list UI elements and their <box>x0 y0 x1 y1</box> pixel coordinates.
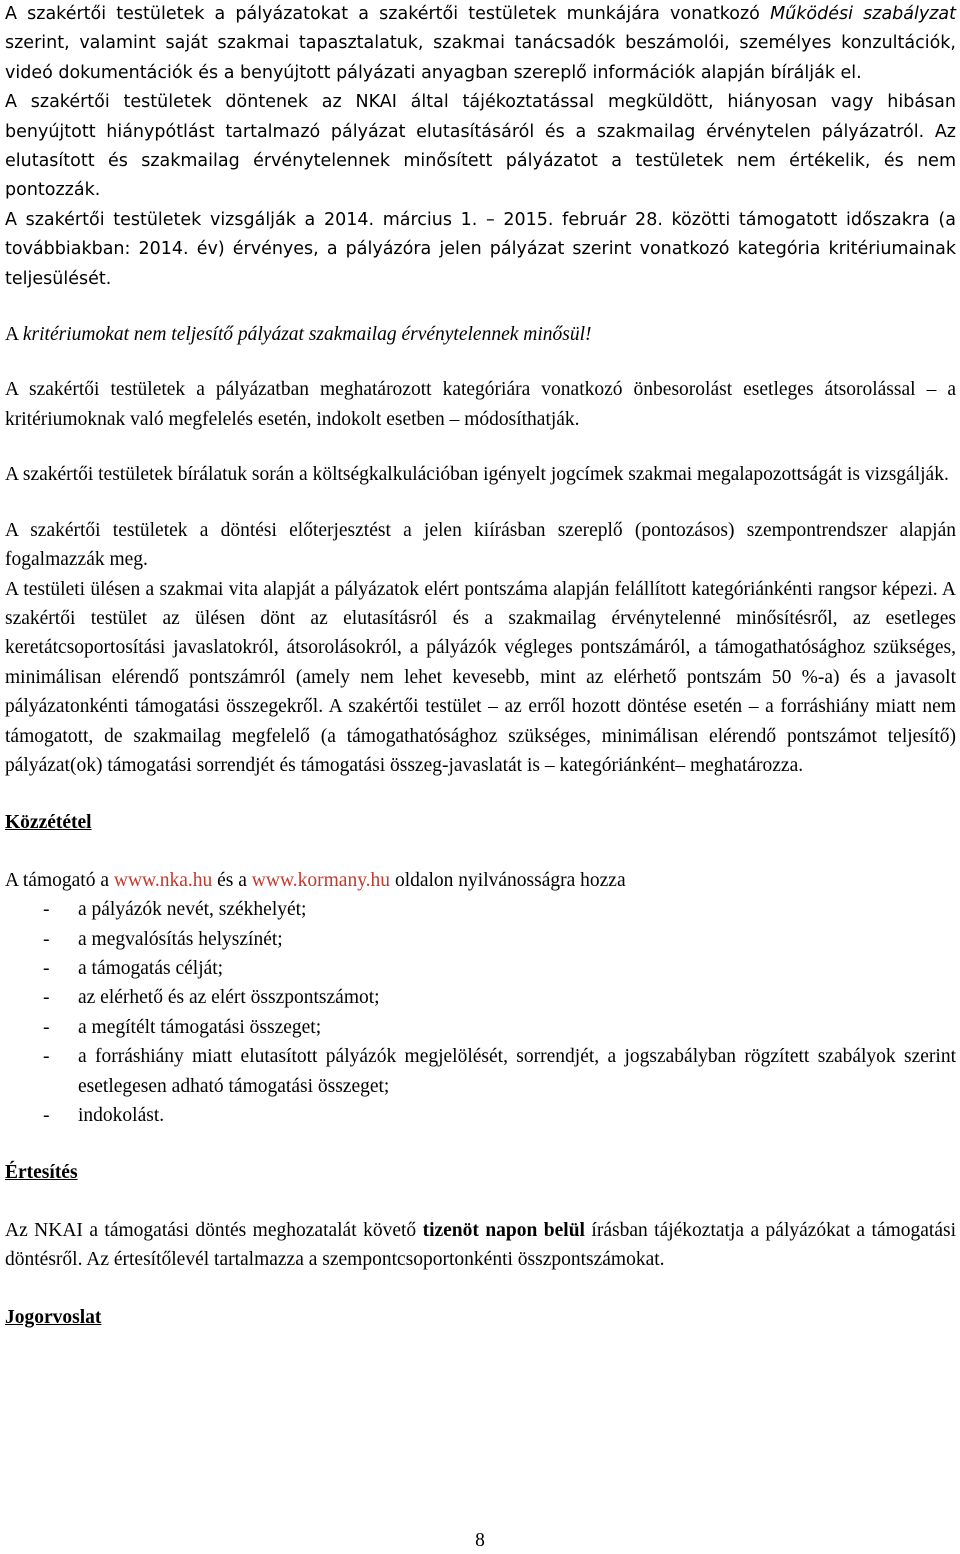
list-item-text: az elérhető és az elért összpontszámot; <box>78 987 380 1009</box>
paragraph-proposal: A szakértői testületek a döntési előterjesztést a jelen kiírásban szereplő (pontozásos) szempontrendszer alapján fogalmazzák meg. <box>5 519 956 571</box>
paragraph-publication-intro <box>5 866 956 895</box>
heading-ertesites: Értesítés <box>5 1162 78 1184</box>
list-item-text: a támogatás célját; <box>78 957 224 979</box>
text-run: A támogató a <box>5 869 114 891</box>
list-item <box>5 925 956 954</box>
text-run: és a <box>212 869 252 891</box>
list-item-text: indokolást. <box>78 1105 165 1126</box>
publication-list <box>5 895 956 1130</box>
list-item <box>5 954 956 983</box>
list-item <box>5 1101 956 1130</box>
dash-bullet: - <box>43 987 50 1009</box>
page-number: 8 <box>475 1530 485 1551</box>
list-item-text: a megvalósítás helyszínét; <box>78 928 283 950</box>
heading-kozzetetel: Közzététel <box>5 812 92 834</box>
paragraph-evaluation-basis <box>5 0 956 88</box>
list-item <box>5 895 956 924</box>
dash-bullet: - <box>43 1046 50 1068</box>
list-item <box>5 1013 956 1042</box>
text-run: oldalon nyilvánosságra hozza <box>390 869 626 891</box>
italic-run: Működési szabályzat <box>770 4 956 24</box>
dash-bullet: - <box>43 928 50 950</box>
paragraph-criteria-check: A szakértői testületek vizsgálják a 2014. március 1. – 2015. február 28. közötti támogatott időszakra (a továbbiakban: 2014. év) érvényes, a pályázóra jelen pályázat szerint vonatkozó kategória kritériumainak teljesülését. <box>5 209 956 289</box>
list-item <box>5 1042 956 1101</box>
list-item-text: a pályázók nevét, székhelyét; <box>78 899 307 921</box>
dash-bullet: - <box>43 1016 50 1038</box>
dash-bullet: - <box>43 957 50 979</box>
dash-bullet: - <box>43 899 50 921</box>
list-item-text: a forráshiány miatt elutasított pályázók megjelölését, sorrendjét, a jogszabályban rögzített szabályok szerint esetlegesen adható támogatási összeget; <box>78 1046 956 1097</box>
heading-jogorvoslat: Jogorvoslat <box>5 1306 102 1328</box>
paragraph-reclassification: A szakértői testületek a pályázatban meghatározott kategóriára vonatkozó önbesorolást esetleges átsorolással – a kritériumoknak való megfelelés esetén, indokolt esetben – módosíthatják. <box>5 379 956 430</box>
list-item <box>5 983 956 1012</box>
text-run: A <box>5 324 23 346</box>
paragraph-notification <box>5 1216 956 1275</box>
paragraph-invalid-notice <box>5 320 956 349</box>
paragraph-cost-review: A szakértői testületek bírálatuk során a költségkalkulációban igényelt jogcímek szakmai megalapozottságát is vizsgálják. <box>5 464 949 486</box>
text-run: Az NKAI a támogatási döntés meghozatalát követő <box>5 1219 423 1241</box>
text-run: A szakértői testületek a pályázatokat a szakértői testületek munkájára vonatkozó <box>5 4 771 24</box>
text-run: szerint, valamint saját szakmai tapasztalatuk, szakmai tanácsadók beszámolói, személyes konzultációk, videó dokumentációk és a benyújtott pályázati anyagban szereplő információk alapján bírálják el. <box>5 33 956 83</box>
italic-run: kritériumokat nem teljesítő pályázat szakmailag érvénytelennek minősül! <box>22 324 592 346</box>
dash-bullet: - <box>43 1105 50 1126</box>
link-nka[interactable]: www.nka.hu <box>113 869 213 891</box>
text-run: írásban tájékoztatja a pályázókat a támogatási döntésről. Az értesítőlevél tartalmazza a szempontcsoportonkénti összpontszámokat. <box>5 1219 956 1271</box>
list-item-text: a megítélt támogatási összeget; <box>78 1016 322 1038</box>
paragraph-session-decision: A testületi ülésen a szakmai vita alapját a pályázatok elért pontszáma alapján felállított kategóriánkénti rangsor képezi. A szakértői testület az ülésen dönt az elutasításról és a szakmailag érvénytelenné minősítésről, az esetleges keretátcsoportosítási javaslatokról, átsorolásokról, a pályázók végleges pontszámáról, a támogathatósághoz szükséges, minimálisan elérendő pontszámról (amely nem lehet kevesebb, mint az elérhető pontszám 50 %-a) és a javasolt pályázatonkénti támogatási összegekről. A szakértői testület – az erről hozott döntése esetén – a forráshiány miatt nem támogatott, de szakmailag megfelelő (a támogathatósághoz szükséges, minimálisan elérendő pontszámot teljesítő) pályázat(ok) támogatási sorrendjét és támogatási összeg-javaslatát is – kategóriánként– meghatározza. <box>5 578 956 776</box>
paragraph-rejection: A szakértői testületek döntenek az NKAI által tájékoztatással megküldött, hiányosan vagy hibásan benyújtott hiánypótlást tartalmazó pályázat elutasításáról és a szakmailag érvénytelen pályázatról. Az elutasított és szakmailag érvénytelennek minősített pályázatot a testületek nem értékelik, és nem pontozzák. <box>5 92 956 201</box>
link-kormany[interactable]: www.kormany.hu <box>251 869 391 891</box>
bold-run: tizenöt napon belül <box>422 1219 585 1241</box>
